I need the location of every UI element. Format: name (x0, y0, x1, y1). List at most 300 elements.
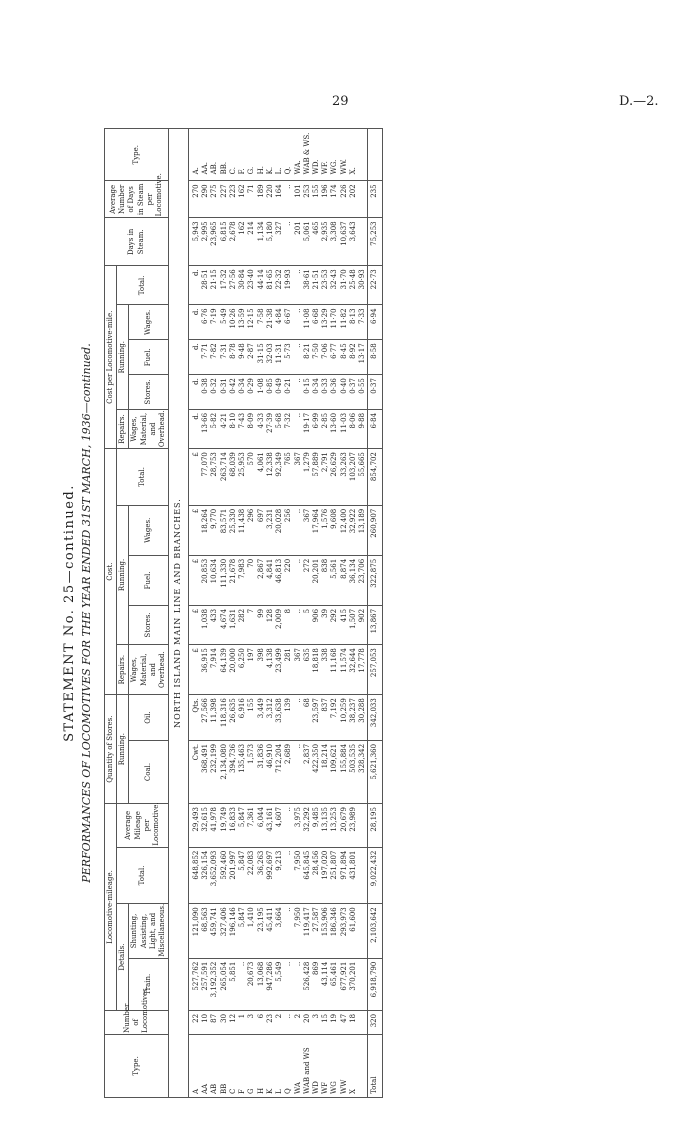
cell: .. (284, 807, 293, 812)
cell: .. (293, 961, 302, 967)
cell: Q (284, 1088, 293, 1094)
cell: 4·21 (219, 412, 228, 429)
cell: 765 (284, 452, 293, 466)
cell: 2,935 (321, 221, 330, 242)
cell: 119,417 (302, 907, 311, 937)
col-avg-days: Average Number of Days in Steam per Locomotive. (105, 181, 169, 218)
cell: 25,330 (228, 508, 237, 534)
total-oil: 342,033 (368, 695, 382, 741)
cell: .. (293, 608, 302, 614)
cell: C. (228, 167, 237, 175)
cell: 18 (348, 1013, 357, 1023)
cell: 11·70 (330, 308, 339, 329)
cell: 4,061 (256, 452, 265, 473)
cell: 22,083 (247, 850, 256, 876)
cell: 648,852 (191, 850, 200, 880)
cell: 7,950 (293, 850, 302, 871)
cell: 8,874 (339, 558, 348, 579)
cell: 68,039 (228, 452, 237, 477)
cell: 7·50 (312, 343, 320, 359)
cell: 0·34 (238, 378, 247, 394)
cell: 6,250 (238, 648, 247, 669)
cell: 13·59 (238, 308, 247, 329)
cell: 36,263 (256, 850, 265, 876)
col-values-d-stores (188, 375, 367, 410)
cell: 6,916 (238, 698, 247, 719)
col-values-avg (188, 804, 367, 848)
col-fuel: Fuel. (129, 555, 169, 605)
cell: 2·87 (247, 343, 256, 359)
cell: 214 (247, 221, 256, 235)
cell: 272 (302, 558, 311, 573)
cell: 3,449 (256, 698, 265, 719)
cell: 36,915 (201, 648, 210, 673)
cell: 20,673 (247, 961, 256, 987)
cell: 46,910 (265, 743, 274, 769)
total-row (368, 129, 382, 1098)
cell: 11·82 (339, 308, 348, 329)
cell: 174 (330, 184, 339, 198)
cell: 7·58 (256, 308, 265, 325)
cell: 15 (321, 1013, 330, 1023)
cell: .. (284, 184, 293, 189)
cell: .. (293, 378, 302, 383)
cell: 202 (348, 184, 357, 198)
cell: 196 (321, 184, 330, 198)
cell: 5·73 (284, 343, 293, 359)
cell: 25·48 (348, 269, 357, 290)
cell: 41,978 (210, 807, 219, 832)
cell: AA (201, 1083, 210, 1094)
col-quantity: Quantity of Stores. (105, 695, 117, 804)
cell: 0·29 (247, 378, 256, 394)
col-values-days (188, 218, 367, 266)
cell: 33,263 (339, 452, 348, 477)
cell: 10·26 (228, 308, 237, 329)
cell: 19·93 (284, 269, 293, 290)
cell: 8·21 (302, 343, 311, 359)
cell: 11,168 (330, 648, 339, 673)
cell: .. (284, 1013, 293, 1019)
cell: 64,139 (219, 648, 228, 673)
cell: 992,697 (265, 850, 274, 880)
col-cost: Cost. (105, 449, 117, 695)
cell: 12 (228, 1013, 237, 1023)
cell: 0·21 (284, 378, 293, 394)
cell: .. (284, 907, 293, 912)
cell: 6·68 (312, 308, 320, 325)
cell: 251,807 (330, 850, 339, 880)
cell: 3,308 (330, 221, 339, 242)
col-values-shunt (188, 904, 367, 958)
cell: X (348, 1089, 357, 1094)
cell: BB. (219, 161, 228, 175)
cell: 10,634 (210, 558, 219, 584)
cell: 2,837 (302, 743, 311, 764)
col-pm-total: Total. (117, 266, 169, 305)
cell: H (256, 1087, 265, 1094)
table-row (188, 129, 367, 1098)
cell: 30 (219, 1013, 228, 1023)
cell: 370,201 (348, 961, 357, 991)
cell: 697 (256, 508, 265, 523)
cell: 164 (275, 184, 284, 198)
cell: 3 (247, 1013, 256, 1019)
cell: 0·38 (201, 378, 210, 394)
cell: 8·13 (348, 308, 357, 325)
cell: 220 (284, 558, 293, 573)
cell: 9,608 (330, 508, 339, 529)
cell: WA (293, 1082, 302, 1094)
cell: 11·03 (339, 412, 348, 433)
total-type-blank (368, 129, 382, 181)
cell: 645,845 (302, 850, 311, 880)
cell: 16,833 (228, 807, 237, 832)
cell: 17·32 (219, 269, 228, 290)
cell: WF (321, 1081, 330, 1094)
cell: 0·36 (330, 378, 339, 394)
cell: 30,288 (358, 698, 367, 723)
cell: 7·43 (238, 412, 247, 429)
cell: 27·56 (228, 269, 237, 290)
cell: 21·15 (210, 269, 219, 290)
col-qty-running: Running. (117, 695, 129, 804)
cell: 265,054 (219, 961, 228, 991)
cell: 338 (321, 648, 330, 662)
col-values-oil (188, 695, 367, 741)
unit-label: £ (191, 558, 200, 564)
cell: 44·14 (256, 269, 265, 290)
cell: 23,965 (210, 221, 219, 246)
cell: 5 (302, 608, 311, 614)
cell: 5·82 (210, 412, 219, 429)
cell: .. (293, 558, 302, 564)
cell: 3,312 (265, 698, 274, 719)
total-d-wages: 6·94 (368, 305, 382, 340)
cell: 68 (302, 698, 311, 708)
cell: 415 (339, 608, 348, 623)
cell: .. (293, 269, 302, 274)
cell: 4·84 (275, 308, 284, 325)
cell: 367 (302, 508, 311, 523)
cell: 5,847 (238, 807, 247, 828)
cell: 2·85 (321, 412, 330, 429)
cell: .. (293, 412, 302, 418)
cell: 0·55 (358, 378, 367, 394)
cell: WG (330, 1081, 339, 1094)
col-values-fuel (188, 555, 367, 605)
cell: 327,406 (219, 907, 228, 937)
total-num: 320 (368, 1010, 382, 1034)
cell: 3,231 (265, 508, 274, 529)
total-avgdays: 235 (368, 181, 382, 218)
cell: 32,292 (302, 807, 311, 832)
cell: 0·31 (219, 378, 228, 394)
total-days: 75,253 (368, 218, 382, 266)
cell: WA. (293, 160, 302, 175)
col-mileage-total: Total. (117, 847, 169, 904)
cell: 61,600 (348, 907, 357, 932)
cell: 103,207 (348, 452, 357, 482)
cell: 109,621 (330, 743, 339, 773)
performance-table (104, 128, 383, 1098)
cell: 9,485 (312, 807, 320, 828)
cell: 570 (247, 452, 256, 466)
cell: 422,350 (312, 743, 320, 773)
cell: 1,576 (321, 508, 330, 529)
cell: 367 (293, 452, 302, 466)
cell: 57,889 (312, 452, 320, 477)
cell: 21·38 (265, 308, 274, 329)
cell: L (275, 1089, 284, 1094)
cell: 23,195 (256, 907, 265, 932)
cell: 9·88 (358, 412, 367, 429)
col-coal: Coal. (129, 740, 169, 803)
cell: 5,847 (238, 907, 247, 928)
total-mileage: 9,022,432 (368, 847, 382, 904)
cell: 7·33 (358, 308, 367, 325)
cell: 197 (247, 648, 256, 662)
cell: 20,679 (339, 807, 348, 832)
total-stores: 13,867 (368, 605, 382, 644)
cell: 23·53 (321, 269, 330, 290)
col-values-coal (188, 740, 367, 803)
cell: 21,678 (228, 558, 237, 584)
cell: 0·40 (339, 378, 348, 394)
table-body (188, 129, 367, 1098)
cell: 2 (293, 1013, 302, 1019)
cell: 9,213 (275, 850, 284, 871)
cell: F (238, 1089, 247, 1094)
cell: 2,689 (284, 743, 293, 764)
cell: 12·15 (247, 308, 256, 329)
cell: 26,629 (330, 452, 339, 477)
cell: 3,652,093 (210, 850, 219, 887)
cell: 226 (339, 184, 348, 198)
cell: 11,398 (210, 698, 219, 723)
cell: WD (312, 1081, 320, 1094)
cell: 31·15 (256, 343, 265, 364)
cell: 17,778 (358, 648, 367, 673)
cell: 55,665 (358, 452, 367, 477)
cell: 8·06 (348, 412, 357, 429)
cell: 92,349 (275, 452, 284, 477)
cell: 282 (238, 608, 247, 623)
col-running: Running. (117, 505, 129, 644)
cell: 10,637 (339, 221, 348, 246)
cell: 5,943 (191, 221, 200, 242)
total-cost: 854,702 (368, 449, 382, 506)
cell: 9,770 (210, 508, 219, 529)
cell: 21·51 (312, 269, 320, 290)
cell: 13,135 (321, 807, 330, 832)
cell: WG. (330, 159, 339, 175)
cell: 6,044 (256, 807, 265, 828)
total-coal: 5,621,360 (368, 740, 382, 803)
cell: 3,192,352 (210, 961, 219, 998)
cell: 1,279 (302, 452, 311, 473)
cell: 39 (321, 608, 330, 618)
total-shunt: 2,103,642 (368, 904, 382, 958)
cell: 139 (284, 698, 293, 712)
cell: 10,259 (339, 698, 348, 723)
unit-label: £ (191, 608, 200, 614)
col-pm-repairs: Repairs. (117, 409, 129, 448)
cell: 2 (275, 1013, 284, 1019)
col-pm-running: Running. (117, 305, 129, 409)
cell: G (247, 1088, 256, 1094)
cell: 220 (265, 184, 274, 198)
cell: 7,192 (330, 698, 339, 719)
cell: .. (284, 850, 293, 856)
cell: 201,997 (228, 850, 237, 880)
cell: 1,134 (256, 221, 265, 242)
cell: 7,950 (293, 907, 302, 928)
cell: 290 (201, 184, 210, 198)
cell: 81·65 (265, 269, 274, 290)
col-repairs-wmo: Wages, Material, and Overhead. (129, 645, 169, 695)
cell: 2,134,080 (219, 743, 228, 780)
cell: 526,428 (302, 961, 311, 991)
cell: 13·66 (201, 412, 210, 433)
cell: A. (191, 167, 200, 175)
total-d-stores: 0·37 (368, 375, 382, 410)
cell: 87 (210, 1013, 219, 1023)
cell: 23·40 (247, 269, 256, 290)
cell: 32,644 (348, 648, 357, 673)
cell: 1·08 (256, 378, 265, 394)
cell: 263,714 (219, 452, 228, 482)
cell: 20,000 (228, 648, 237, 673)
cell: 13,189 (358, 508, 367, 534)
cell: 3 (312, 1013, 320, 1019)
cell: 5·49 (219, 308, 228, 325)
cell: 1 (238, 1013, 247, 1019)
statement-title: STATEMENT No. 25—continued. (62, 484, 77, 742)
cell: 27,587 (312, 907, 320, 932)
cell: L. (275, 167, 284, 175)
cell: 22·32 (275, 269, 284, 290)
cell: 394,736 (228, 743, 237, 773)
cell: 281 (284, 648, 293, 662)
col-cost-total: Total. (117, 449, 169, 506)
cell: 31·70 (339, 269, 348, 290)
col-values-wages (188, 505, 367, 555)
cell: 38,237 (348, 698, 357, 723)
cell: 0·32 (210, 378, 219, 394)
cell: 292 (330, 608, 339, 623)
cell: 869 (312, 961, 320, 976)
cell: 326,154 (201, 850, 210, 880)
cell: 201 (293, 221, 302, 235)
cell: 433 (210, 608, 219, 623)
cell: 8·09 (247, 412, 256, 429)
cell: 4,607 (275, 807, 284, 828)
cell: AA. (201, 162, 210, 175)
cell: 155,884 (339, 743, 348, 773)
unit-label: £ (191, 452, 200, 457)
total-wages: 260,907 (368, 505, 382, 555)
cell: 128 (265, 608, 274, 623)
page-number: 29 (332, 94, 349, 109)
col-values-d-wages (188, 305, 367, 340)
col-avg-mileage: Average Mileage per Locomotive. (117, 804, 169, 848)
cell: 7 (247, 608, 256, 614)
cell: 28,456 (312, 850, 320, 876)
cell: 189 (256, 184, 265, 198)
cell: 43,161 (265, 807, 274, 832)
cell: 902 (358, 608, 367, 623)
document-code: D.—2. (619, 94, 659, 109)
cell: 592,460 (219, 850, 228, 880)
cell: 26,635 (228, 698, 237, 723)
cell: 2,995 (201, 221, 210, 242)
cell: K. (265, 166, 274, 175)
col-values-type2 (188, 129, 367, 181)
cell: Q. (284, 166, 293, 175)
col-cost-per-mile: Cost per Locomotive-mile. (105, 266, 117, 449)
cell: 368,491 (201, 743, 210, 773)
cell: 1,038 (201, 608, 210, 629)
cell: 13,068 (256, 961, 265, 987)
cell: 33,638 (275, 698, 284, 723)
cell: 29,493 (191, 807, 200, 832)
cell: 4,674 (219, 608, 228, 629)
cell: 270 (191, 184, 200, 198)
cell: 36,134 (348, 558, 357, 584)
total-repairs: 257,053 (368, 645, 382, 695)
cell: 70 (247, 558, 256, 568)
total-d-total: 22·73 (368, 266, 382, 305)
col-wages: Wages. (129, 505, 169, 555)
col-type: Type. (105, 1034, 169, 1097)
cell: 20,028 (275, 508, 284, 534)
cell: .. (293, 508, 302, 514)
cell: X. (348, 167, 357, 175)
cell: 398 (256, 648, 265, 662)
cell: 635 (302, 648, 311, 662)
col-values-num (188, 1010, 367, 1034)
cell: 293,973 (339, 907, 348, 937)
cell: 7·32 (284, 412, 293, 429)
cell: 0·33 (321, 378, 330, 394)
cell: K (265, 1088, 274, 1094)
cell: 7·31 (219, 343, 228, 359)
cell: 68,563 (201, 907, 210, 932)
cell: 19,749 (219, 807, 228, 832)
cell: 11,574 (339, 648, 348, 673)
cell: 838 (321, 558, 330, 573)
cell: WAB & WS. (302, 132, 311, 175)
col-pm-fuel: Fuel. (129, 340, 169, 375)
col-repairs: Repairs. (117, 645, 129, 695)
cell: 6,815 (219, 221, 228, 242)
cell: .. (284, 221, 293, 226)
cell: 46,813 (275, 558, 284, 584)
cell: WAB and WS (302, 1047, 311, 1094)
cell: 2,009 (275, 608, 284, 629)
unit-label: £ (191, 508, 200, 514)
cell: 8·78 (228, 343, 237, 359)
cell: G. (247, 166, 256, 175)
cell: WF. (321, 161, 330, 175)
cell: 8 (284, 608, 293, 614)
cell: 20,853 (201, 558, 210, 584)
cell: .. (284, 961, 293, 967)
cell: 43,114 (321, 961, 330, 987)
cell: C (228, 1088, 237, 1094)
cell: 28,753 (210, 452, 219, 477)
